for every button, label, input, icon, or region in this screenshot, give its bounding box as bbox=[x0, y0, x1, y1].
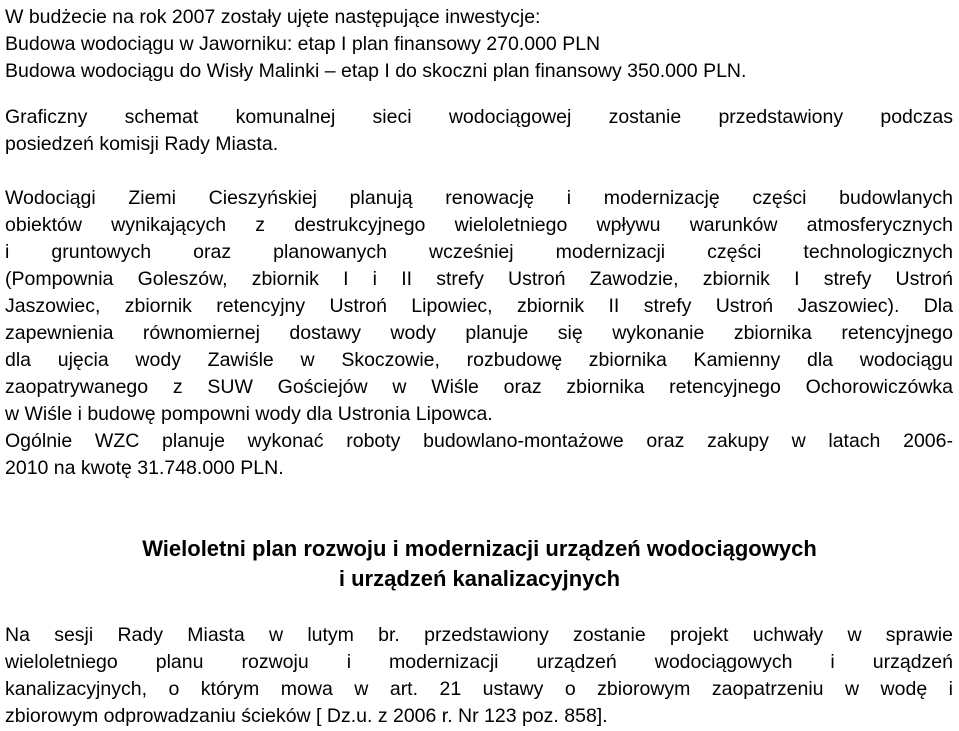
text-line: Graficzny schemat komunalnej sieci wodociągowej zostanie przedstawiony podczas bbox=[5, 106, 953, 128]
text-line: zapewnienia równomiernej dostawy wody planuje się wykonanie zbiornika retencyjnego bbox=[5, 322, 953, 344]
text-line: w Wiśle i budowę pompowni wody dla Ustronia Lipowca. bbox=[5, 403, 493, 425]
session-paragraph bbox=[5, 622, 953, 730]
text-line: Wodociągi Ziemi Cieszyńskiej planują renowację i modernizację części budowlanych bbox=[5, 187, 953, 209]
heading-line: Wieloletni plan rozwoju i modernizacji urządzeń wodociągowych bbox=[142, 536, 817, 561]
intro-block bbox=[5, 4, 746, 85]
text-line: Jaszowiec, zbiornik retencyjny Ustroń Lipowiec, zbiornik II strefy Ustroń Jaszowiec). Dla bbox=[5, 295, 953, 317]
text-line: Ogólnie WZC planuje wykonać roboty budowlano-montażowe oraz zakupy w latach 2006- bbox=[5, 430, 953, 452]
text-line: kanalizacyjnych, o którym mowa w art. 21 ustawy o zbiorowym zaopatrzeniu w wodę i bbox=[5, 678, 953, 700]
text-line: 2010 na kwotę 31.748.000 PLN. bbox=[5, 457, 284, 479]
text-line: i gruntowych oraz planowanych wcześniej modernizacji części technologicznych bbox=[5, 241, 953, 263]
intro-line: W budżecie na rok 2007 zostały ujęte następujące inwestycje: bbox=[5, 6, 541, 28]
heading-line: i urządzeń kanalizacyjnych bbox=[338, 566, 621, 591]
section-heading bbox=[0, 534, 959, 594]
text-line: obiektów wynikających z destrukcyjnego wieloletniego wpływu warunków atmosferycznych bbox=[5, 214, 953, 236]
text-line: (Pompownia Goleszów, zbiornik I i II strefy Ustroń Zawodzie, zbiornik I strefy Ustroń bbox=[5, 268, 953, 290]
text-line: wieloletniego planu rozwoju i modernizacji urządzeń wodociągowych i urządzeń bbox=[5, 651, 953, 673]
text-line: zaopatrywanego z SUW Gościejów w Wiśle oraz zbiornika retencyjnego Ochorowiczówka bbox=[5, 376, 953, 398]
text-line: Na sesji Rady Miasta w lutym br. przedstawiony zostanie projekt uchwały w sprawie bbox=[5, 624, 953, 646]
text-line: dla ujęcia wody Zawiśle w Skoczowie, rozbudowę zbiornika Kamienny dla wodociągu bbox=[5, 349, 953, 371]
graphic-scheme-paragraph bbox=[5, 104, 953, 158]
investment-line: Budowa wodociągu do Wisły Malinki – etap I do skoczni plan finansowy 350.000 PLN. bbox=[5, 60, 747, 82]
text-line: posiedzeń komisji Rady Miasta. bbox=[5, 133, 279, 155]
investment-line: Budowa wodociągu w Jaworniku: etap I plan finansowy 270.000 PLN bbox=[5, 33, 601, 55]
plans-paragraph bbox=[5, 185, 953, 482]
text-line: zbiorowym odprowadzaniu ścieków [ Dz.u. z 2006 r. Nr 123 poz. 858]. bbox=[5, 705, 608, 727]
